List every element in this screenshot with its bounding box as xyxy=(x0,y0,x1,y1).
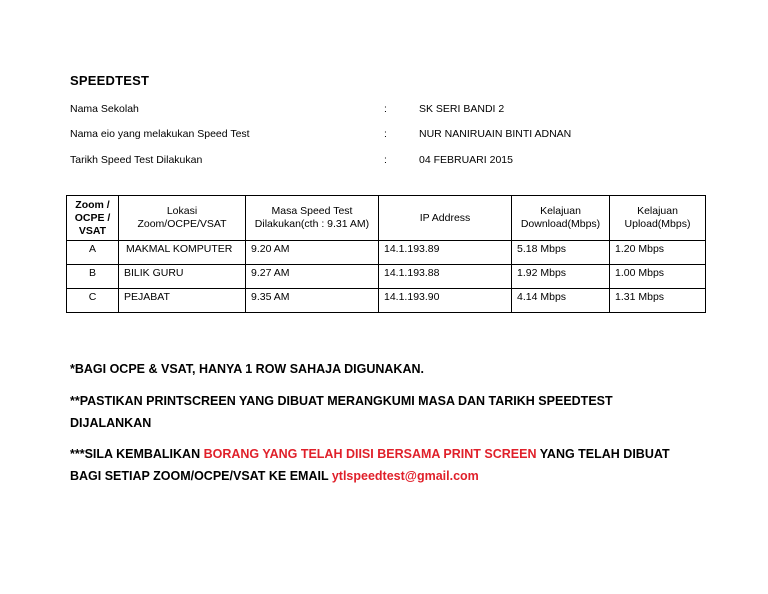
cell-location: MAKMAL KOMPUTER xyxy=(119,241,246,265)
cell-download: 4.14 Mbps xyxy=(512,289,610,313)
info-row-school xyxy=(70,103,710,119)
cell-ip: 14.1.193.89 xyxy=(379,241,512,265)
header-time-line1: Masa Speed Test xyxy=(271,205,353,217)
cell-upload: 1.31 Mbps xyxy=(610,289,706,313)
tester-label: Nama eio yang melakukan Speed Test xyxy=(70,128,250,140)
note-return-part2: YANG TELAH DIBUAT xyxy=(536,447,670,461)
cell-location: BILIK GURU xyxy=(119,265,246,289)
note-return-form xyxy=(70,443,710,487)
tester-value: NUR NANIRUAIN BINTI ADNAN xyxy=(419,128,572,140)
header-time xyxy=(246,196,379,241)
header-upload-line2: Upload(Mbps) xyxy=(624,218,691,230)
table-row xyxy=(67,241,706,265)
header-download-line1: Kelajuan xyxy=(540,205,581,217)
cell-upload: 1.00 Mbps xyxy=(610,265,706,289)
header-download xyxy=(512,196,610,241)
cell-time: 9.20 AM xyxy=(246,241,379,265)
email-link[interactable]: ytlspeedtest@gmail.com xyxy=(331,469,479,483)
table-header-row xyxy=(67,196,706,241)
header-zone xyxy=(67,196,119,241)
header-zone-line3: VSAT xyxy=(78,224,107,237)
cell-download: 5.18 Mbps xyxy=(512,241,610,265)
cell-zone: A xyxy=(67,241,119,265)
note-printscreen xyxy=(70,390,710,434)
note-return-highlight: BORANG YANG TELAH DIISI BERSAMA PRINT SCREEN xyxy=(203,447,537,461)
date-value: 04 FEBRUARI 2015 xyxy=(419,154,513,166)
header-ip xyxy=(379,196,512,241)
tester-colon: : xyxy=(384,128,387,140)
header-download-line2: Download(Mbps) xyxy=(520,218,601,230)
header-location xyxy=(119,196,246,241)
cell-download: 1.92 Mbps xyxy=(512,265,610,289)
info-row-tester xyxy=(70,128,710,144)
header-zone-line2: OCPE / xyxy=(74,211,111,224)
school-value: SK SERI BANDI 2 xyxy=(419,103,505,115)
header-location-line1: Lokasi xyxy=(166,205,198,217)
cell-time: 9.27 AM xyxy=(246,265,379,289)
page-title: SPEEDTEST xyxy=(70,73,150,88)
info-row-date xyxy=(70,154,710,170)
header-upload-line1: Kelajuan xyxy=(637,205,678,217)
note-printscreen-line2: DIJALANKAN xyxy=(70,416,152,430)
header-time-line2: Dilakukan(cth : 9.31 AM) xyxy=(254,218,370,230)
speedtest-table xyxy=(66,195,706,313)
header-ip-line1: IP Address xyxy=(419,211,471,224)
table-row xyxy=(67,265,706,289)
header-location-line2: Zoom/OCPE/VSAT xyxy=(137,218,227,230)
school-label: Nama Sekolah xyxy=(70,103,139,115)
cell-zone: B xyxy=(67,265,119,289)
header-zone-line1: Zoom / xyxy=(75,198,110,211)
note-return-line2: BAGI SETIAP ZOOM/OCPE/VSAT KE EMAIL xyxy=(70,469,332,483)
table-row xyxy=(67,289,706,313)
cell-location: PEJABAT xyxy=(119,289,246,313)
cell-ip: 14.1.193.90 xyxy=(379,289,512,313)
cell-time: 9.35 AM xyxy=(246,289,379,313)
note-ocpe-vsat: *BAGI OCPE & VSAT, HANYA 1 ROW SAHAJA DIGUNAKAN. xyxy=(70,362,424,376)
date-label: Tarikh Speed Test Dilakukan xyxy=(70,154,203,166)
cell-upload: 1.20 Mbps xyxy=(610,241,706,265)
school-colon: : xyxy=(384,103,387,115)
note-printscreen-line1: **PASTIKAN PRINTSCREEN YANG DIBUAT MERANGKUMI MASA DAN TARIKH SPEEDTEST xyxy=(70,394,613,408)
header-upload xyxy=(610,196,706,241)
cell-zone: C xyxy=(67,289,119,313)
note-return-part1: ***SILA KEMBALIKAN xyxy=(70,447,204,461)
cell-ip: 14.1.193.88 xyxy=(379,265,512,289)
date-colon: : xyxy=(384,154,387,166)
